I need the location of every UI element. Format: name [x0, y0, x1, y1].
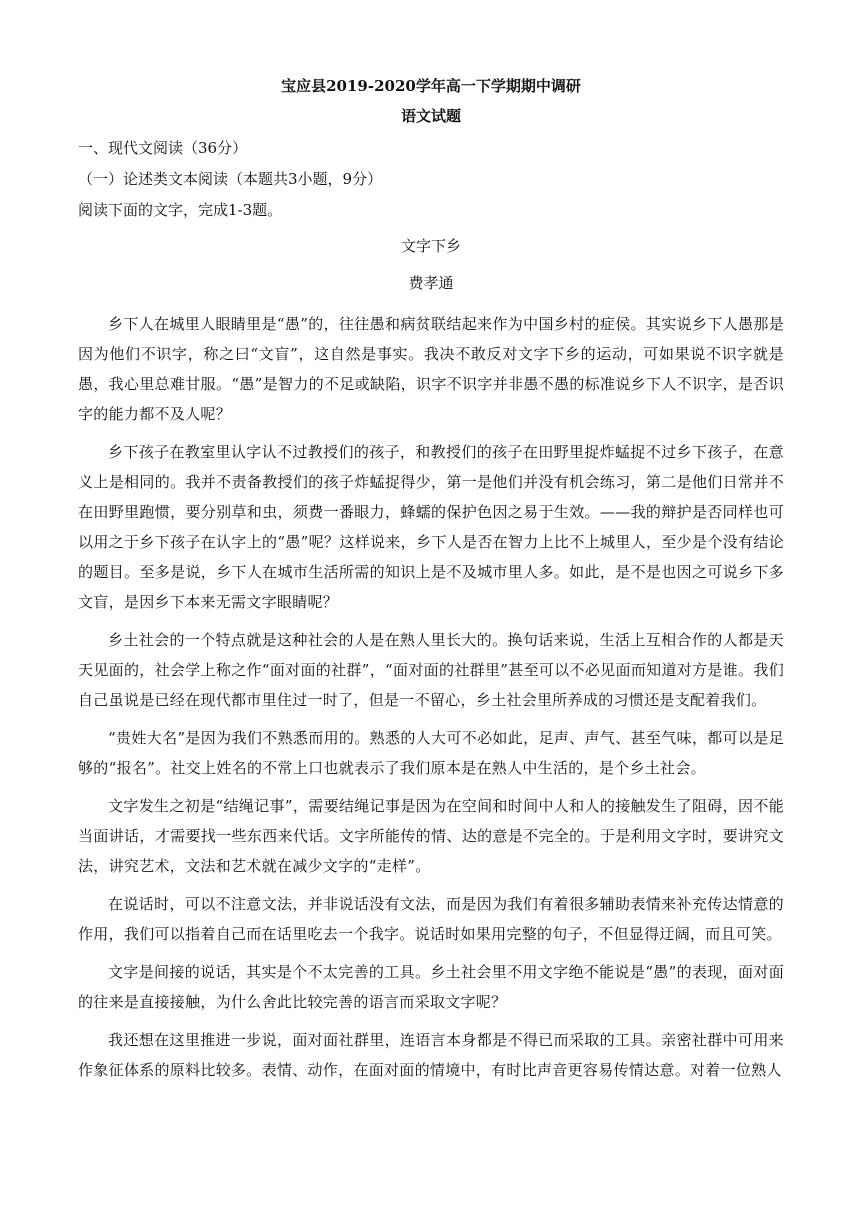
reading-instruction: 阅读下面的文字，完成1-3题。 — [78, 201, 283, 219]
article-paragraph-2: 乡下孩子在教室里认字认不过教授们的孩子，和教授们的孩子在田野里捉炸蜢捉不过乡下孩子，在意义上是相同的。我并不责备教授们的孩子炸蜢捉得少，第一是他们并没有机会练习，第二是他们日常并不在田野里跑惯，要分别草和虫，须费一番眼力，蜂蠕的保护色因之易于生效。——我的辩护是否同样也可以用之于乡下孩子在认字上的“愚”呢？这样说来，乡下人是否在智力上比不上城里人，至少是个没有结论的题目。至多是说，乡下人在城市生活所需的知识上是不及城市里人多。如此，是不是也因之可说乡下多文盲，是因乡下本来无需文字眼睛呢？ — [78, 443, 784, 611]
section-heading: 一、现代文阅读（36分） — [78, 139, 248, 157]
article-paragraph-7: 文字是间接的说话，其实是个不太完善的工具。乡土社会里不用文字绝不能说是“愚”的表现，面对面的往来是直接接触，为什么舍此比较完善的语言而采取文字呢？ — [78, 963, 784, 1011]
article-paragraph-4: “贵姓大名”是因为我们不熟悉而用的。熟悉的人大可不必如此，足声、声气、甚至气味，都可以是足够的“报名”。社交上姓名的不常上口也就表示了我们原本是在熟人中生活的，是个乡土社会。 — [78, 729, 784, 777]
section-subheading: （一）论述类文本阅读（本题共3小题，9分） — [78, 170, 383, 188]
exam-subtitle: 语文试题 — [400, 107, 461, 125]
article-paragraph-8: 我还想在这里推进一步说，面对面社群里，连语言本身都是不得已而采取的工具。亲密社群中可用来作象征体系的原料比较多。表情、动作，在面对面的情境中，有时比声音更容易传情达意。对着一位熟人 — [78, 1031, 784, 1079]
article-title: 文字下乡 — [400, 237, 461, 255]
article-body — [78, 309, 784, 1085]
article-paragraph-3: 乡土社会的一个特点就是这种社会的人是在熟人里长大的。换句话来说，生活上互相合作的人都是天天见面的，社会学上称之作“面对面的社群”，“面对面的社群里”甚至可以不必见面而知道对方是谁。我们自己虽说是已经在现代都市里住过一时了，但是一不留心，乡土社会里所养成的习惯还是支配着我们。 — [78, 631, 784, 709]
article-paragraph-5: 文字发生之初是“结绳记事”，需要结绳记事是因为在空间和时间中人和人的接触发生了阻碍，因不能当面讲话，才需要找一些东西来代话。文字所能传的情、达的意是不完全的。于是利用文字时，要讲究文法，讲究艺术，文法和艺术就在减少文字的“走样”。 — [78, 797, 784, 875]
article-paragraph-1: 乡下人在城里人眼睛里是“愚”的，往往愚和病贫联结起来作为中国乡村的症侯。其实说乡下人愚那是因为他们不识字，称之曰“文盲”，这自然是事实。我决不敢反对文字下乡的运动，可如果说不识字就是愚，我心里总难甘服。“愚”是智力的不足或缺陷，识字不识字并非愚不愚的标准说乡下人不识字，是否识字的能力都不及人呢？ — [78, 315, 784, 423]
exam-title: 宝应县2019-2020学年高一下学期期中调研 — [281, 77, 581, 95]
article-paragraph-6: 在说话时，可以不注意文法，并非说话没有文法，而是因为我们有着很多辅助表情来补充传达情意的作用，我们可以指着自己而在话里吃去一个我字。说话时如果用完整的句子，不但显得迂阔，而且可笑。 — [78, 895, 784, 943]
article-author: 费孝通 — [408, 274, 454, 292]
